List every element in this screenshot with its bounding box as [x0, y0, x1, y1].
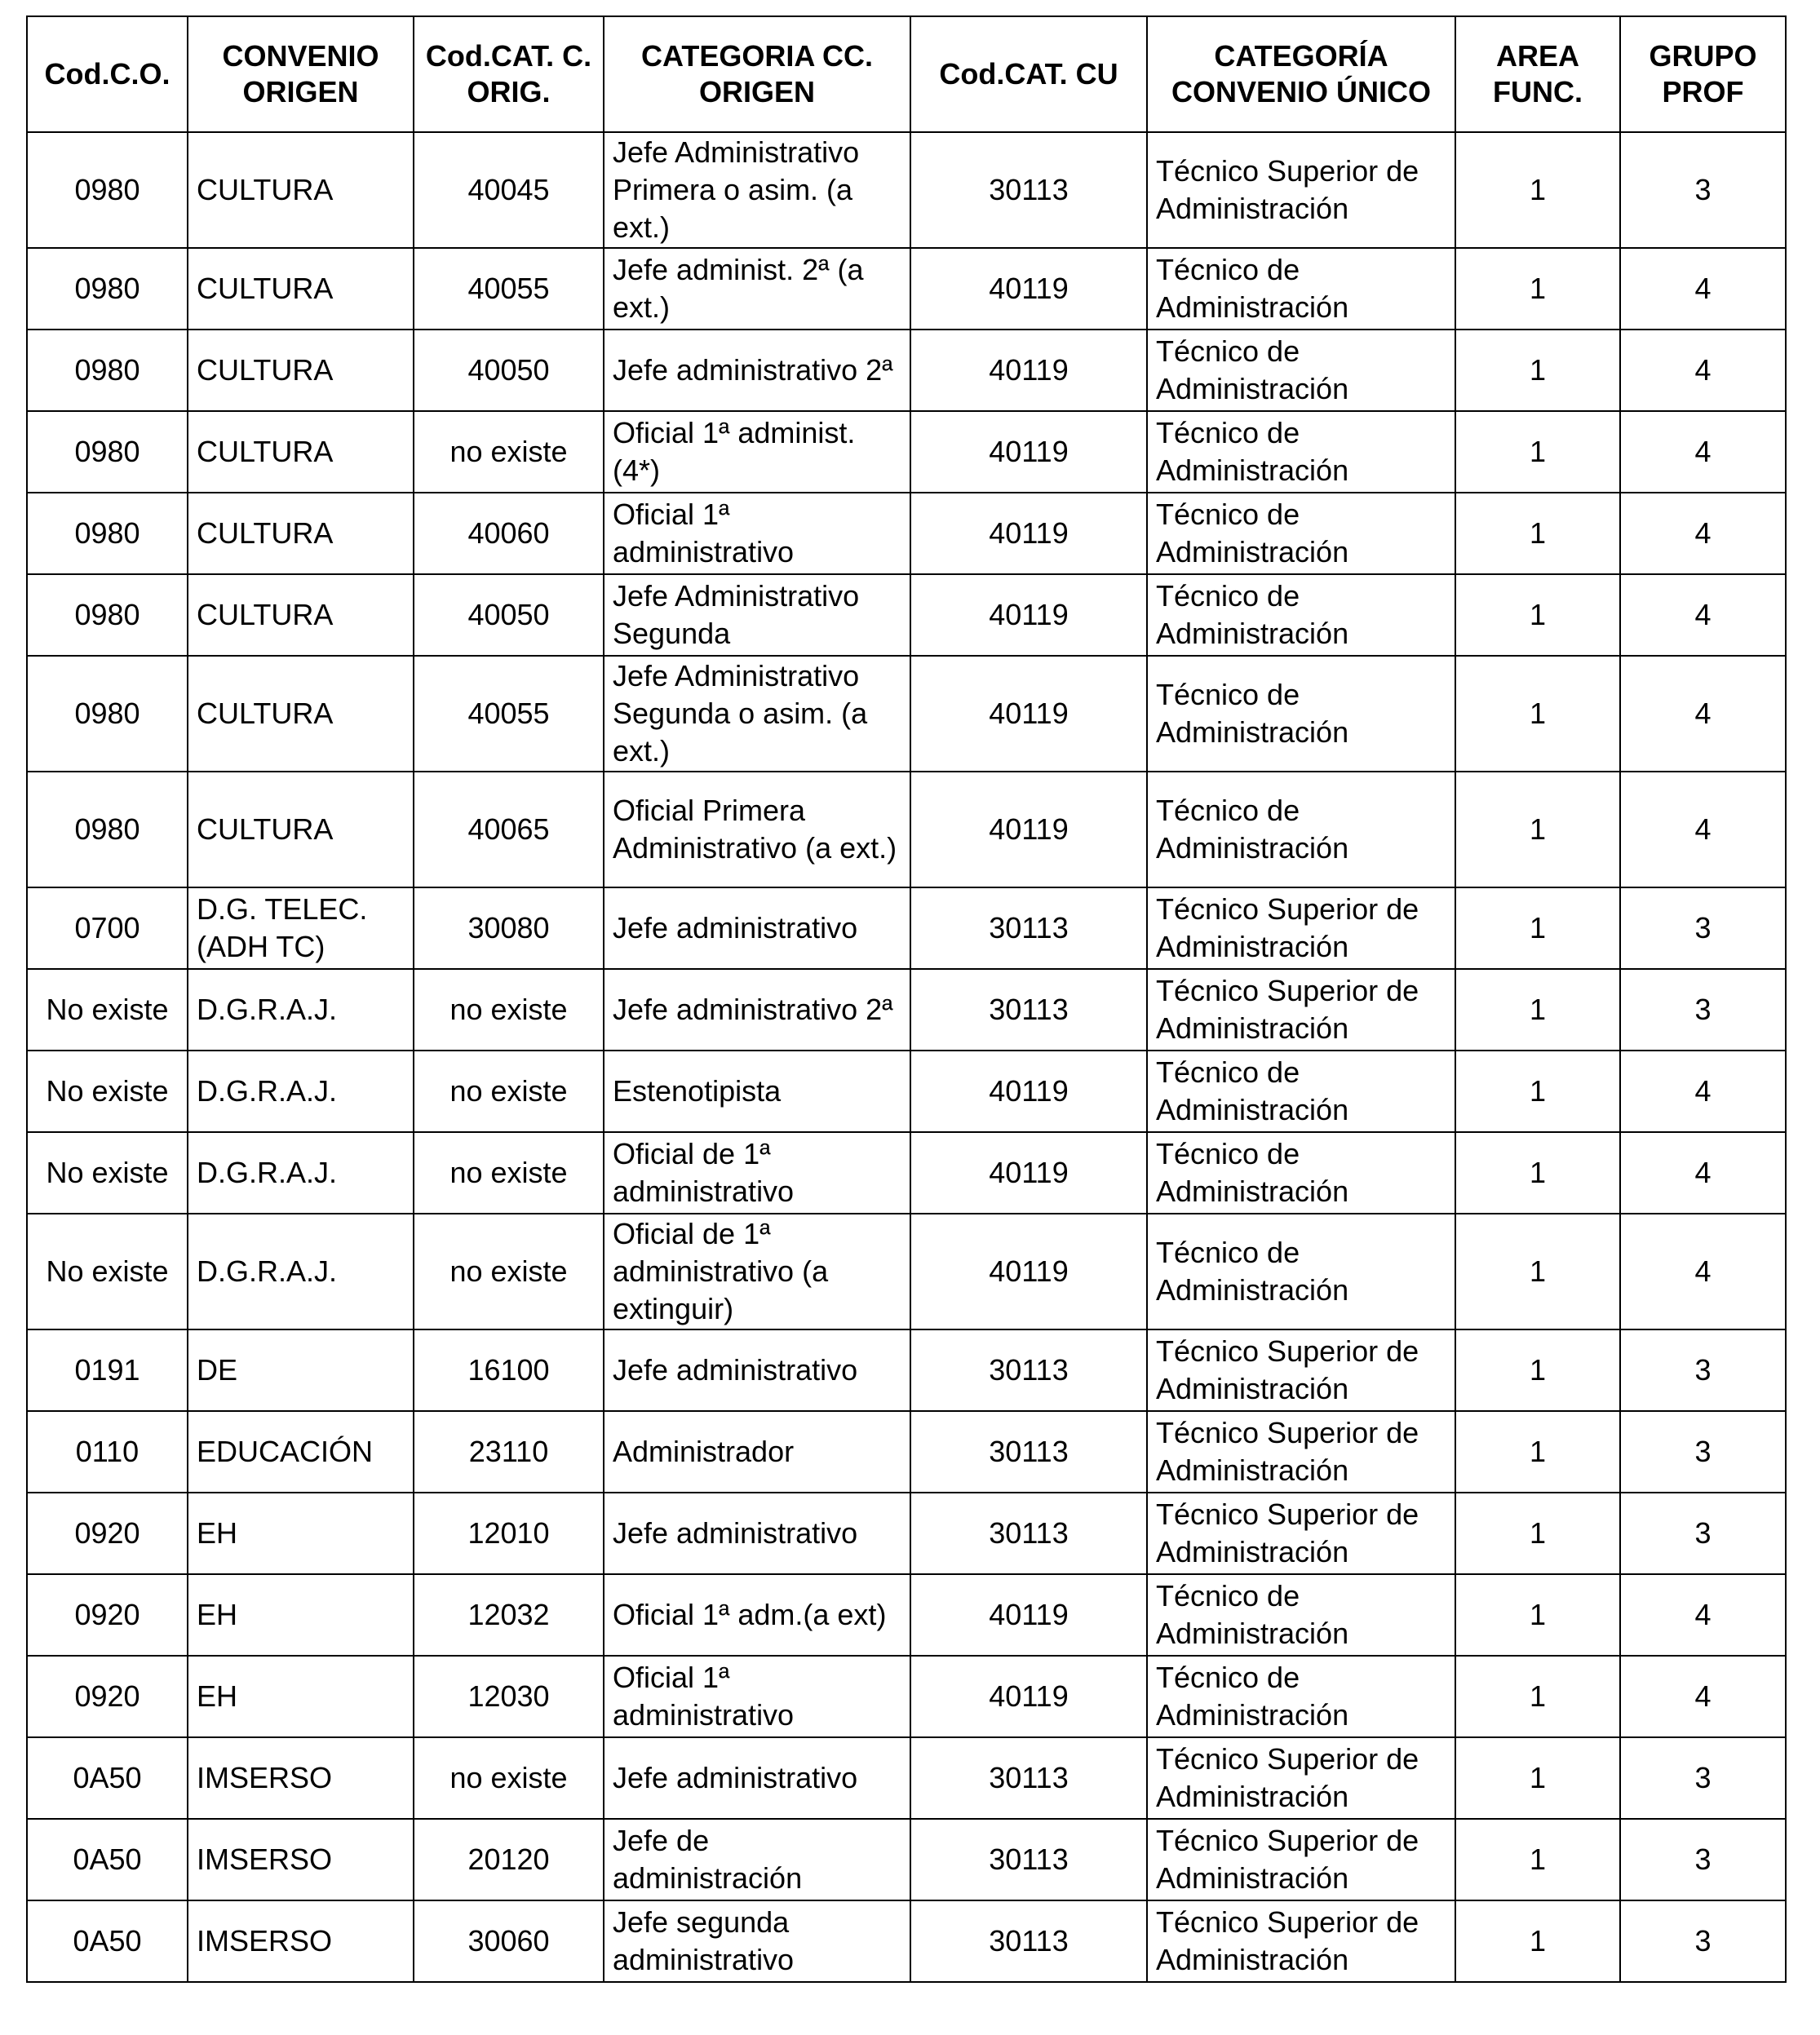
cell-convenio-origen: IMSERSO	[188, 1737, 414, 1819]
cell-cod-co: 0920	[27, 1493, 188, 1574]
cell-convenio-origen: CULTURA	[188, 656, 414, 772]
cell-cod-cat-orig: no existe	[414, 969, 604, 1051]
header-convenio-origen: CONVENIO ORIGEN	[188, 16, 414, 132]
cell-categoria-convenio-unico: Técnico de Administración	[1147, 1214, 1455, 1329]
cell-categoria-origen: Jefe administrativo	[604, 887, 910, 969]
cell-grupo-prof: 4	[1620, 1214, 1786, 1329]
cell-grupo-prof: 4	[1620, 248, 1786, 330]
cell-cod-cat-cu: 30113	[910, 1737, 1147, 1819]
cell-area-func: 1	[1455, 1493, 1620, 1574]
cell-grupo-prof: 4	[1620, 772, 1786, 887]
cell-categoria-convenio-unico: Técnico Superior de Administración	[1147, 887, 1455, 969]
cell-area-func: 1	[1455, 772, 1620, 887]
cell-cod-cat-orig: 40065	[414, 772, 604, 887]
cell-categoria-convenio-unico: Técnico Superior de Administración	[1147, 1900, 1455, 1982]
table-row	[27, 248, 1786, 330]
header-categoria-convenio-unico: CATEGORÍA CONVENIO ÚNICO	[1147, 16, 1455, 132]
cell-grupo-prof: 3	[1620, 969, 1786, 1051]
cell-categoria-origen: Jefe administrativo	[604, 1493, 910, 1574]
cell-cod-cat-cu: 40119	[910, 330, 1147, 411]
cell-convenio-origen: CULTURA	[188, 574, 414, 656]
cell-cod-cat-orig: 40055	[414, 248, 604, 330]
cell-convenio-origen: DE	[188, 1329, 414, 1411]
cell-convenio-origen: EH	[188, 1493, 414, 1574]
cell-grupo-prof: 4	[1620, 574, 1786, 656]
cell-cod-co: 0A50	[27, 1737, 188, 1819]
cell-cod-cat-cu: 40119	[910, 656, 1147, 772]
cell-categoria-convenio-unico: Técnico de Administración	[1147, 411, 1455, 493]
cell-categoria-origen: Administrador	[604, 1411, 910, 1493]
cell-area-func: 1	[1455, 1411, 1620, 1493]
cell-convenio-origen: IMSERSO	[188, 1819, 414, 1900]
cell-cod-co: 0A50	[27, 1900, 188, 1982]
cell-cod-cat-cu: 40119	[910, 411, 1147, 493]
cell-area-func: 1	[1455, 1656, 1620, 1737]
table-row	[27, 1656, 1786, 1737]
cell-cod-cat-orig: no existe	[414, 1737, 604, 1819]
cell-grupo-prof: 4	[1620, 1051, 1786, 1132]
cell-convenio-origen: D.G.R.A.J.	[188, 1051, 414, 1132]
cell-cod-cat-orig: 12032	[414, 1574, 604, 1656]
cell-categoria-origen: Oficial Primera Administrativo (a ext.)	[604, 772, 910, 887]
cell-categoria-origen: Oficial 1ª adm.(a ext)	[604, 1574, 910, 1656]
cell-area-func: 1	[1455, 656, 1620, 772]
cell-area-func: 1	[1455, 132, 1620, 248]
cell-convenio-origen: D.G. TELEC. (ADH TC)	[188, 887, 414, 969]
cell-cod-cat-orig: 12030	[414, 1656, 604, 1737]
cell-cod-cat-cu: 30113	[910, 1329, 1147, 1411]
cell-categoria-convenio-unico: Técnico de Administración	[1147, 1132, 1455, 1214]
cell-categoria-convenio-unico: Técnico de Administración	[1147, 1051, 1455, 1132]
table-row	[27, 1493, 1786, 1574]
table-row	[27, 887, 1786, 969]
cell-cod-cat-cu: 40119	[910, 772, 1147, 887]
table-row	[27, 772, 1786, 887]
cell-cod-co: 0191	[27, 1329, 188, 1411]
cell-categoria-convenio-unico: Técnico Superior de Administración	[1147, 1493, 1455, 1574]
cell-categoria-origen: Jefe Administrativo Primera o asim. (a ext.)	[604, 132, 910, 248]
cell-area-func: 1	[1455, 574, 1620, 656]
cell-grupo-prof: 4	[1620, 411, 1786, 493]
cell-area-func: 1	[1455, 1819, 1620, 1900]
cell-cod-co: 0980	[27, 330, 188, 411]
cell-categoria-convenio-unico: Técnico Superior de Administración	[1147, 1737, 1455, 1819]
cell-convenio-origen: CULTURA	[188, 493, 414, 574]
cell-categoria-convenio-unico: Técnico Superior de Administración	[1147, 1819, 1455, 1900]
cell-area-func: 1	[1455, 1214, 1620, 1329]
cell-convenio-origen: D.G.R.A.J.	[188, 969, 414, 1051]
header-cod-cat-cu: Cod.CAT. CU	[910, 16, 1147, 132]
cell-convenio-origen: CULTURA	[188, 330, 414, 411]
cell-grupo-prof: 3	[1620, 1329, 1786, 1411]
cell-categoria-origen: Oficial de 1ª administrativo	[604, 1132, 910, 1214]
cell-grupo-prof: 4	[1620, 493, 1786, 574]
cell-grupo-prof: 4	[1620, 1656, 1786, 1737]
cell-categoria-convenio-unico: Técnico de Administración	[1147, 1656, 1455, 1737]
cell-categoria-origen: Jefe de administración	[604, 1819, 910, 1900]
cell-grupo-prof: 3	[1620, 1737, 1786, 1819]
header-grupo-prof: GRUPO PROF	[1620, 16, 1786, 132]
header-cod-co: Cod.C.O.	[27, 16, 188, 132]
cell-cod-co: 0980	[27, 248, 188, 330]
cell-cod-co: 0980	[27, 574, 188, 656]
cell-cod-cat-orig: 16100	[414, 1329, 604, 1411]
header-area-func: AREA FUNC.	[1455, 16, 1620, 132]
cell-area-func: 1	[1455, 969, 1620, 1051]
cell-area-func: 1	[1455, 1900, 1620, 1982]
cell-cod-cat-orig: 40045	[414, 132, 604, 248]
cell-categoria-origen: Jefe administ. 2ª (a ext.)	[604, 248, 910, 330]
table-row	[27, 132, 1786, 248]
cell-categoria-origen: Jefe Administrativo Segunda	[604, 574, 910, 656]
cell-grupo-prof: 3	[1620, 132, 1786, 248]
cell-convenio-origen: CULTURA	[188, 772, 414, 887]
cell-cod-co: 0110	[27, 1411, 188, 1493]
cell-area-func: 1	[1455, 248, 1620, 330]
cell-grupo-prof: 3	[1620, 1411, 1786, 1493]
cell-cod-co: 0700	[27, 887, 188, 969]
cell-cod-cat-cu: 40119	[910, 1051, 1147, 1132]
cell-cod-cat-cu: 30113	[910, 887, 1147, 969]
cell-cod-cat-cu: 30113	[910, 1900, 1147, 1982]
table-row	[27, 330, 1786, 411]
table-row	[27, 1574, 1786, 1656]
cell-area-func: 1	[1455, 1132, 1620, 1214]
cell-grupo-prof: 3	[1620, 1493, 1786, 1574]
cell-convenio-origen: CULTURA	[188, 132, 414, 248]
cell-cod-co: No existe	[27, 1214, 188, 1329]
table-row	[27, 493, 1786, 574]
cell-cod-cat-cu: 40119	[910, 1214, 1147, 1329]
cell-categoria-origen: Oficial 1ª administ.(4*)	[604, 411, 910, 493]
table-row	[27, 1214, 1786, 1329]
cell-area-func: 1	[1455, 411, 1620, 493]
cell-cod-co: No existe	[27, 1132, 188, 1214]
cell-cod-cat-cu: 30113	[910, 1411, 1147, 1493]
cell-categoria-origen: Jefe segunda administrativo	[604, 1900, 910, 1982]
cell-cod-co: 0980	[27, 656, 188, 772]
cell-cod-co: No existe	[27, 969, 188, 1051]
cell-cod-cat-cu: 30113	[910, 1493, 1147, 1574]
table-row	[27, 1329, 1786, 1411]
cell-cod-cat-cu: 40119	[910, 574, 1147, 656]
cell-categoria-convenio-unico: Técnico de Administración	[1147, 656, 1455, 772]
cell-categoria-origen: Jefe Administrativo Segunda o asim. (a ext.)	[604, 656, 910, 772]
table-row	[27, 1411, 1786, 1493]
table-row	[27, 1900, 1786, 1982]
cell-grupo-prof: 4	[1620, 1574, 1786, 1656]
cell-categoria-convenio-unico: Técnico de Administración	[1147, 574, 1455, 656]
cell-categoria-origen: Jefe administrativo	[604, 1329, 910, 1411]
cell-categoria-origen: Estenotipista	[604, 1051, 910, 1132]
cell-categoria-origen: Oficial 1ª administrativo	[604, 1656, 910, 1737]
cell-cod-cat-cu: 40119	[910, 1656, 1147, 1737]
cell-categoria-convenio-unico: Técnico Superior de Administración	[1147, 969, 1455, 1051]
cell-categoria-origen: Oficial 1ª administrativo	[604, 493, 910, 574]
cell-cod-cat-orig: no existe	[414, 1051, 604, 1132]
table-row	[27, 656, 1786, 772]
cell-categoria-convenio-unico: Técnico de Administración	[1147, 772, 1455, 887]
table-row	[27, 1819, 1786, 1900]
table-row	[27, 969, 1786, 1051]
cell-categoria-origen: Oficial de 1ª administrativo (a extinguir)	[604, 1214, 910, 1329]
cell-cod-cat-orig: 30080	[414, 887, 604, 969]
cell-convenio-origen: D.G.R.A.J.	[188, 1214, 414, 1329]
cell-convenio-origen: D.G.R.A.J.	[188, 1132, 414, 1214]
cell-convenio-origen: IMSERSO	[188, 1900, 414, 1982]
cell-categoria-convenio-unico: Técnico Superior de Administración	[1147, 132, 1455, 248]
cell-cod-cat-orig: no existe	[414, 411, 604, 493]
cell-categoria-convenio-unico: Técnico de Administración	[1147, 248, 1455, 330]
table-row	[27, 574, 1786, 656]
cell-cod-cat-cu: 40119	[910, 1574, 1147, 1656]
cell-cod-co: No existe	[27, 1051, 188, 1132]
header-categoria-origen: CATEGORIA CC. ORIGEN	[604, 16, 910, 132]
cell-cod-cat-orig: 12010	[414, 1493, 604, 1574]
cell-convenio-origen: CULTURA	[188, 411, 414, 493]
cell-grupo-prof: 3	[1620, 1819, 1786, 1900]
cell-area-func: 1	[1455, 330, 1620, 411]
cell-area-func: 1	[1455, 1329, 1620, 1411]
table-row	[27, 1737, 1786, 1819]
cell-cod-co: 0980	[27, 411, 188, 493]
cell-categoria-convenio-unico: Técnico de Administración	[1147, 330, 1455, 411]
cell-convenio-origen: EH	[188, 1574, 414, 1656]
cell-cod-cat-orig: 23110	[414, 1411, 604, 1493]
cell-cod-cat-orig: no existe	[414, 1132, 604, 1214]
header-cod-cat-orig: Cod.CAT. C. ORIG.	[414, 16, 604, 132]
cell-cod-cat-cu: 40119	[910, 493, 1147, 574]
cell-categoria-origen: Jefe administrativo	[604, 1737, 910, 1819]
cell-cod-cat-cu: 30113	[910, 1819, 1147, 1900]
cell-categoria-convenio-unico: Técnico Superior de Administración	[1147, 1329, 1455, 1411]
table-row	[27, 411, 1786, 493]
cell-area-func: 1	[1455, 493, 1620, 574]
cell-cod-cat-orig: 40050	[414, 574, 604, 656]
cell-convenio-origen: EH	[188, 1656, 414, 1737]
cell-cod-cat-orig: 40055	[414, 656, 604, 772]
cell-cod-co: 0980	[27, 772, 188, 887]
cell-area-func: 1	[1455, 887, 1620, 969]
cell-grupo-prof: 3	[1620, 1900, 1786, 1982]
cell-area-func: 1	[1455, 1574, 1620, 1656]
cell-cod-cat-orig: 40050	[414, 330, 604, 411]
cell-cod-cat-orig: 30060	[414, 1900, 604, 1982]
cell-grupo-prof: 4	[1620, 1132, 1786, 1214]
cell-cod-cat-cu: 30113	[910, 132, 1147, 248]
category-mapping-table	[26, 15, 1787, 1983]
cell-categoria-convenio-unico: Técnico Superior de Administración	[1147, 1411, 1455, 1493]
cell-convenio-origen: CULTURA	[188, 248, 414, 330]
cell-cod-cat-orig: no existe	[414, 1214, 604, 1329]
cell-grupo-prof: 4	[1620, 330, 1786, 411]
cell-cod-co: 0920	[27, 1574, 188, 1656]
cell-area-func: 1	[1455, 1051, 1620, 1132]
cell-grupo-prof: 3	[1620, 887, 1786, 969]
table-row	[27, 1132, 1786, 1214]
cell-categoria-origen: Jefe administrativo 2ª	[604, 969, 910, 1051]
cell-cod-co: 0A50	[27, 1819, 188, 1900]
table-row	[27, 1051, 1786, 1132]
cell-cod-cat-cu: 40119	[910, 1132, 1147, 1214]
cell-cod-cat-orig: 20120	[414, 1819, 604, 1900]
cell-area-func: 1	[1455, 1737, 1620, 1819]
cell-cod-co: 0980	[27, 493, 188, 574]
cell-cod-co: 0980	[27, 132, 188, 248]
cell-categoria-origen: Jefe administrativo 2ª	[604, 330, 910, 411]
cell-categoria-convenio-unico: Técnico de Administración	[1147, 1574, 1455, 1656]
cell-cod-cat-cu: 40119	[910, 248, 1147, 330]
cell-cod-cat-cu: 30113	[910, 969, 1147, 1051]
cell-categoria-convenio-unico: Técnico de Administración	[1147, 493, 1455, 574]
header-row	[27, 16, 1786, 132]
cell-grupo-prof: 4	[1620, 656, 1786, 772]
cell-convenio-origen: EDUCACIÓN	[188, 1411, 414, 1493]
cell-cod-cat-orig: 40060	[414, 493, 604, 574]
cell-cod-co: 0920	[27, 1656, 188, 1737]
